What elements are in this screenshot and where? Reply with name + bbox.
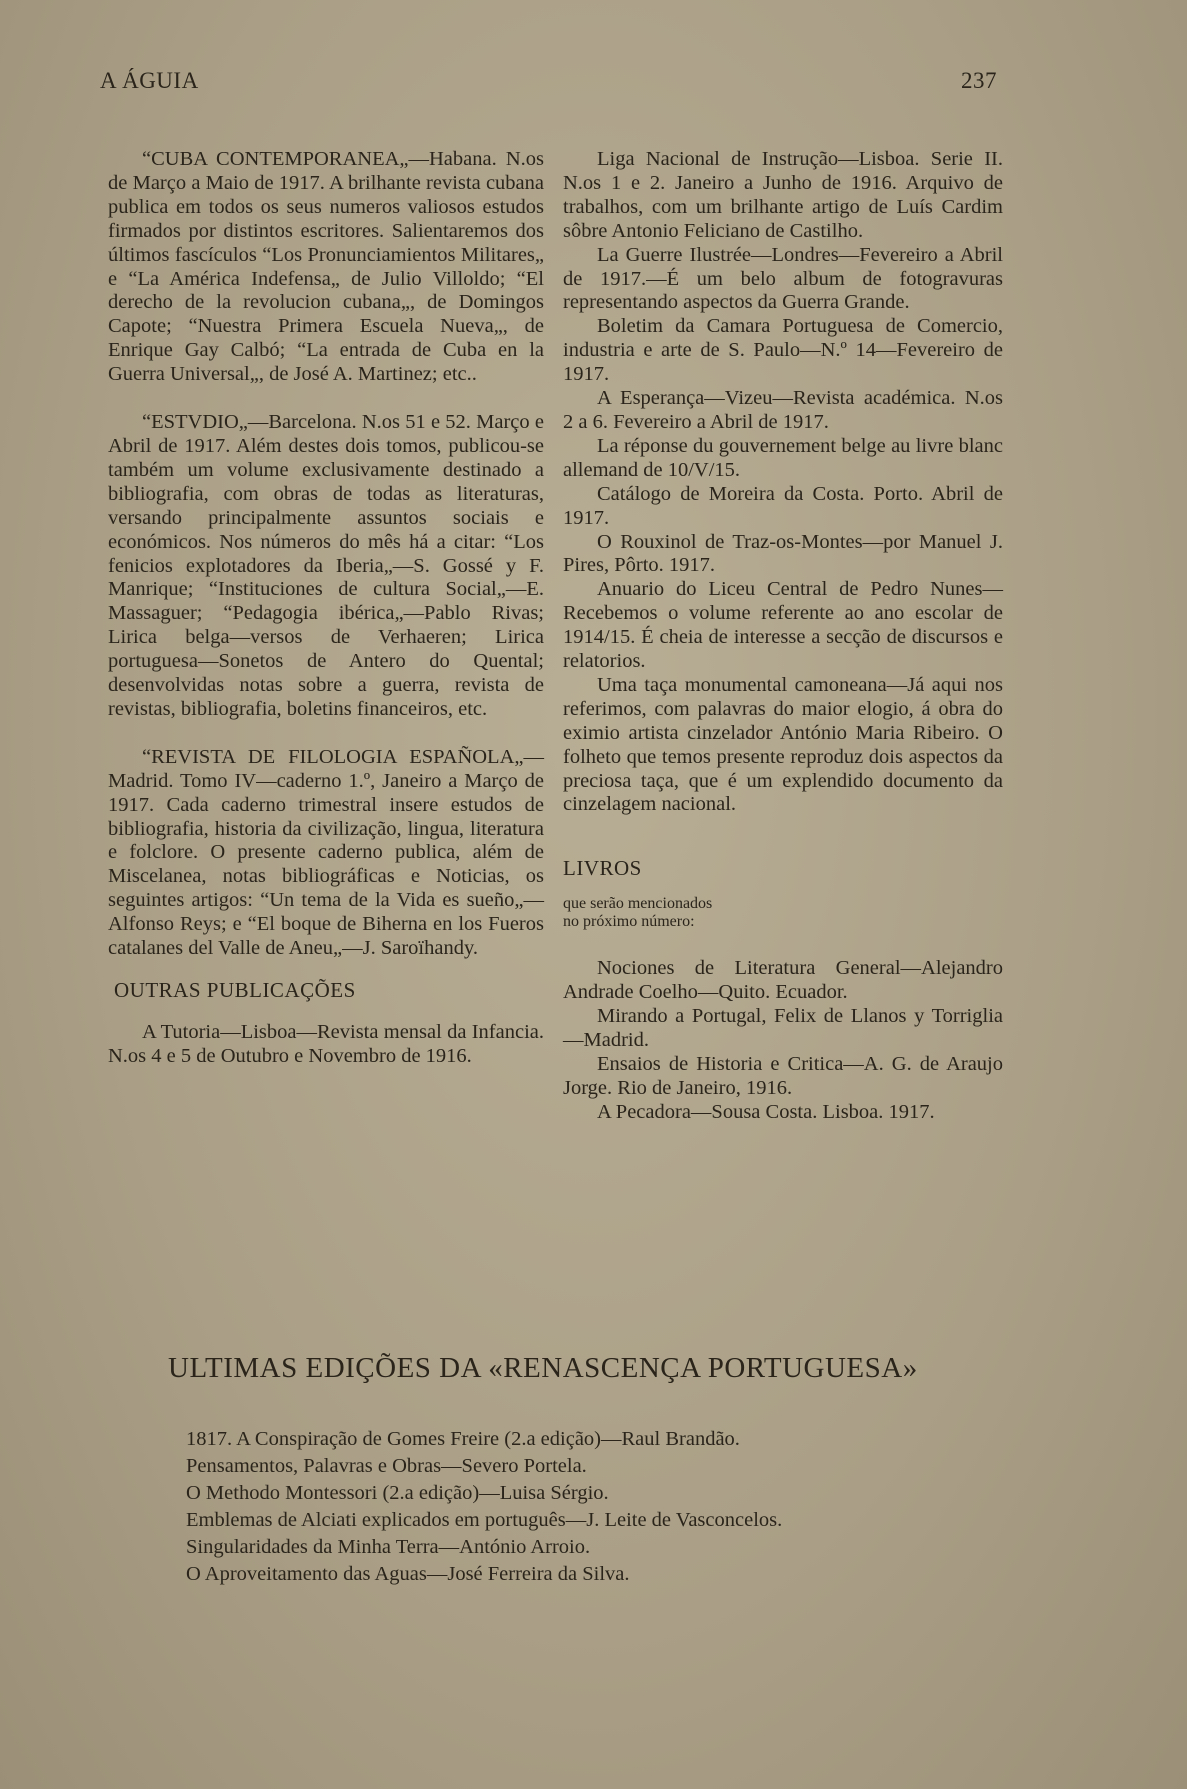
entry-la-guerre-ilustree: La Guerre Ilustrée—Londres—Fevereiro a Abril de 1917.—É um belo album de fotogravuras representando aspectos da Guerra Grande.	[563, 243, 1003, 314]
livros-heading: LIVROS	[563, 856, 642, 881]
entry-la-reponse: La réponse du gouvernement belge au livre blanc allemand de 10/V/15.	[563, 434, 1003, 481]
entry-revista-filologia: “REVISTA DE FILOLOGIA ESPAÑOLA„—Madrid. Tomo IV—caderno 1.º, Janeiro a Março de 1917. Cada caderno trimestral insere estudos de bibliografia, historia da civilização, lingua, literatura e folclore. O presente caderno publica, além de Miscelanea, notas bibliográficas e Noticias, os seguintes artigos: “Un tema de la Vida es sueño„—Alfonso Reys; e “El boque de Biherna en los Fueros catalanes del Valle de Aneu„—J. Saroïhandy.	[108, 745, 544, 960]
livro-item: Ensaios de Historia e Critica—A. G. de Araujo Jorge. Rio de Janeiro, 1916.	[563, 1052, 1003, 1099]
page-number: 237	[961, 68, 997, 93]
list-item: 1817. A Conspiração de Gomes Freire (2.a edição)—Raul Brandão.	[186, 1428, 740, 1450]
right-column	[563, 148, 1003, 1125]
entry-boletim-camara: Boletim da Camara Portuguesa de Comercio, industria e arte de S. Paulo—N.º 14—Fevereiro de 1917.	[563, 315, 1003, 386]
entry-taca-camoneana: Uma taça monumental camoneana—Já aqui nos referimos, com palavras do maior elogio, á obra do eximio artista cinzelador António Maria Ribeiro. O folheto que temos presente reproduz dois aspectos da preciosa taça, que é um explendido documento da cinzelagem nacional.	[563, 673, 1003, 816]
left-column	[108, 148, 544, 1069]
running-head	[100, 68, 997, 94]
livros-subheading-line-1: que serão mencionados	[563, 895, 713, 913]
livros-subheading-line-2: no próximo número:	[563, 913, 695, 931]
outras-publicacoes-heading: OUTRAS PUBLICAÇÕES	[114, 978, 356, 1002]
list-item: Singularidades da Minha Terra—António Arroio.	[186, 1536, 591, 1558]
list-item: Pensamentos, Palavras e Obras—Severo Portela.	[186, 1455, 587, 1477]
ultimas-edicoes-list	[186, 1426, 986, 1588]
entry-a-esperanca: A Esperança—Vizeu—Revista académica. N.os 2 a 6. Fevereiro a Abril de 1917.	[563, 387, 1003, 433]
livro-item: Nociones de Literatura General—Alejandro Andrade Coelho—Quito. Ecuador.	[563, 957, 1003, 1004]
entry-o-rouxinol: O Rouxinol de Traz-os-Montes—por Manuel J. Pires, Pôrto. 1917.	[563, 530, 1003, 577]
entry-anuario-liceu: Anuario do Liceu Central de Pedro Nunes—Recebemos o volume referente ao ano escolar de 1914/15. É cheia de interesse a secção de discursos e relatorios.	[563, 578, 1003, 673]
livros-subheading	[563, 895, 1003, 931]
list-item: Emblemas de Alciati explicados em português—J. Leite de Vasconcelos.	[186, 1509, 783, 1531]
livro-item: Mirando a Portugal, Felix de Llanos y Torriglia—Madrid.	[563, 1005, 1003, 1051]
list-item: O Methodo Montessori (2.a edição)—Luisa Sérgio.	[186, 1482, 609, 1504]
entry-estvdio: “ESTVDIO„—Barcelona. N.os 51 e 52. Março e Abril de 1917. Além destes dois tomos, publicou-se também um volume exclusivamente destinado a bibliografia, com obras de todas as literaturas, versando principalmente assuntos sociais e económicos. Nos números do mês há a citar: “Los fenicios explotadores da Iberia„—S. Gossé y F. Manrique; “Instituciones de cultura Social„—E. Massaguer; “Pedagogia ibérica„—Pablo Rivas; Lirica belga—versos de Verhaeren; Lirica portuguesa—Sonetos de Antero do Quental; desenvolvidas notas sobre a guerra, revista de revistas, bibliografia, boletins financeiros, etc.	[108, 411, 544, 720]
list-item: O Aproveitamento das Aguas—José Ferreira da Silva.	[186, 1563, 630, 1585]
journal-title: A ÁGUIA	[100, 68, 199, 93]
entry-liga-nacional: Liga Nacional de Instrução—Lisboa. Serie II. N.os 1 e 2. Janeiro a Junho de 1916. Arquivo de trabalhos, com um brilhante artigo de Luís Cardim sôbre Antonio Feliciano de Castilho.	[563, 148, 1003, 242]
entry-catalogo-moreira: Catálogo de Moreira da Costa. Porto. Abril de 1917.	[563, 482, 1003, 529]
ultimas-edicoes-title: ULTIMAS EDIÇÕES DA «RENASCENÇA PORTUGUESA»	[168, 1352, 918, 1384]
entry-a-tutoria: A Tutoria—Lisboa—Revista mensal da Infancia. N.os 4 e 5 de Outubro e Novembro de 1916.	[108, 1020, 544, 1067]
entry-cuba-contemporanea: “CUBA CONTEMPORANEA„—Habana. N.os de Março a Maio de 1917. A brilhante revista cubana publica em todos os seus numeros valiosos estudos firmados por distintos escritores. Salientaremos dos últimos fascículos “Los Pronunciamientos Militares„ e “La América Indefensa„ de Julio Villoldo; “El derecho de la revolucion cubana„, de Domingos Capote; “Nuestra Primera Escuela Nueva„, de Enrique Gay Calbó; “La entrada de Cuba en la Guerra Universal„, de José A. Martinez; etc..	[108, 148, 544, 386]
livro-item: A Pecadora—Sousa Costa. Lisboa. 1917.	[597, 1100, 935, 1123]
